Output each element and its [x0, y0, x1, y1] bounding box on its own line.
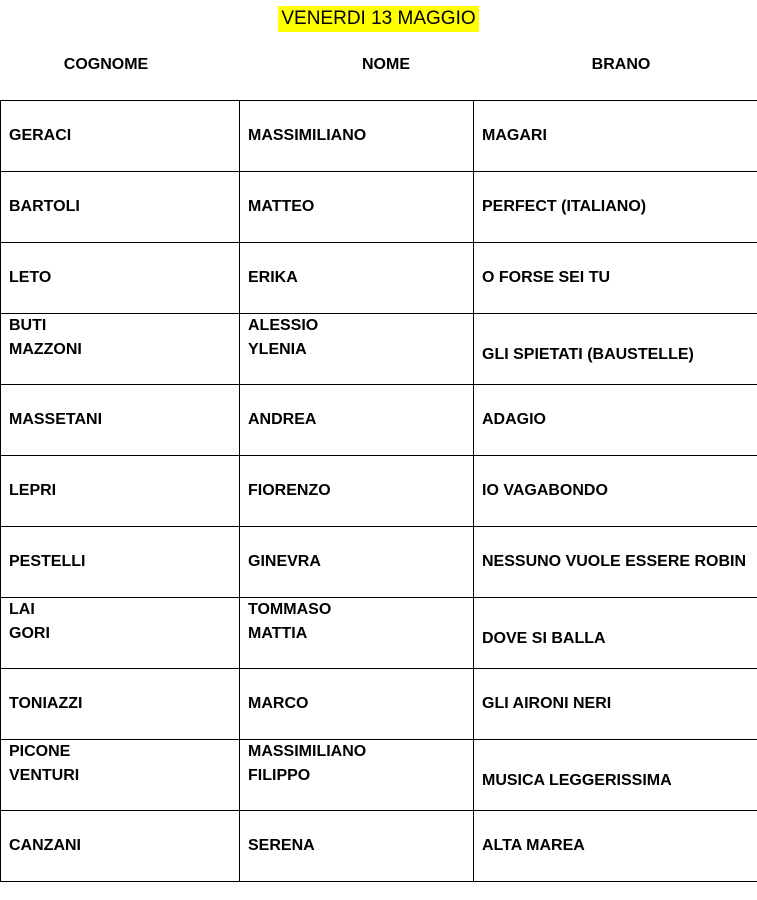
brano-value: ALTA MAREA: [482, 837, 585, 854]
brano-cell: [474, 456, 757, 527]
cognome-value: BARTOLI: [9, 198, 80, 215]
brano-value: DOVE SI BALLA: [482, 630, 606, 647]
cognome-cell: [1, 243, 240, 314]
nome-cell: [240, 172, 474, 243]
brano-value: GLI AIRONI NERI: [482, 695, 612, 712]
brano-value: O FORSE SEI TU: [482, 269, 611, 286]
header-brano: BRANO: [591, 56, 651, 73]
table-row: [1, 811, 757, 882]
nome-cell: [240, 314, 474, 385]
brano-value: MUSICA LEGGERISSIMA: [482, 772, 672, 789]
table-row: [1, 456, 757, 527]
nome-value: ALESSIO: [248, 317, 319, 334]
brano-value: GLI SPIETATI (BAUSTELLE): [482, 346, 694, 363]
brano-value: PERFECT (ITALIANO): [482, 198, 647, 215]
table-row: [1, 314, 757, 385]
cognome-cell: [1, 385, 240, 456]
table-row: [1, 101, 757, 172]
brano-cell: [474, 669, 757, 740]
brano-cell: [474, 243, 757, 314]
cognome-value: PICONE: [9, 743, 71, 760]
nome-cell: [240, 598, 474, 669]
cognome-cell: [1, 811, 240, 882]
nome-value: TOMMASO: [248, 601, 332, 618]
nome-value: MARCO: [248, 695, 309, 712]
brano-cell: [474, 385, 757, 456]
nome-value: YLENIA: [248, 341, 307, 358]
title-container: [0, 6, 757, 32]
page-title: VENERDI 13 MAGGIO: [278, 6, 478, 32]
nome-value: FILIPPO: [248, 767, 311, 784]
brano-cell: [474, 101, 757, 172]
cognome-value: MAZZONI: [9, 341, 82, 358]
cognome-cell: [1, 456, 240, 527]
cognome-value: LAI: [9, 601, 35, 618]
cognome-value: VENTURI: [9, 767, 80, 784]
brano-value: IO VAGABONDO: [482, 482, 608, 499]
cognome-value: BUTI: [9, 317, 47, 334]
cognome-value: CANZANI: [9, 837, 81, 854]
nome-value: ERIKA: [248, 269, 298, 286]
header-nome: NOME: [362, 56, 410, 73]
table-row: [1, 740, 757, 811]
brano-cell: [474, 811, 757, 882]
table-row: [1, 598, 757, 669]
cognome-cell: [1, 101, 240, 172]
table-body: [1, 101, 757, 882]
nome-cell: [240, 740, 474, 811]
nome-cell: [240, 456, 474, 527]
cognome-value: TONIAZZI: [9, 695, 83, 712]
cognome-value: LETO: [9, 269, 52, 286]
nome-cell: [240, 243, 474, 314]
cognome-value: GERACI: [9, 127, 72, 144]
header-cognome: COGNOME: [63, 56, 149, 73]
nome-value: ANDREA: [248, 411, 317, 428]
cognome-value: MASSETANI: [9, 411, 103, 428]
brano-cell: [474, 172, 757, 243]
cognome-cell: [1, 669, 240, 740]
brano-value: NESSUNO VUOLE ESSERE ROBIN: [482, 553, 747, 570]
table-row: [1, 385, 757, 456]
brano-cell: [474, 598, 757, 669]
nome-value: SERENA: [248, 837, 315, 854]
brano-value: MAGARI: [482, 127, 547, 144]
table-row: [1, 669, 757, 740]
nome-value: MASSIMILIANO: [248, 127, 367, 144]
nome-cell: [240, 527, 474, 598]
cognome-value: LEPRI: [9, 482, 57, 499]
nome-value: MASSIMILIANO: [248, 743, 367, 760]
cognome-cell: [1, 527, 240, 598]
nome-cell: [240, 669, 474, 740]
nome-value: GINEVRA: [248, 553, 321, 570]
brano-cell: [474, 314, 757, 385]
table-row: [1, 243, 757, 314]
nome-value: MATTEO: [248, 198, 315, 215]
brano-value: ADAGIO: [482, 411, 546, 428]
nome-cell: [240, 101, 474, 172]
nome-cell: [240, 811, 474, 882]
column-headers: [0, 54, 757, 76]
cognome-value: GORI: [9, 625, 50, 642]
brano-cell: [474, 527, 757, 598]
table-row: [1, 172, 757, 243]
nome-value: MATTIA: [248, 625, 308, 642]
brano-cell: [474, 740, 757, 811]
table-row: [1, 527, 757, 598]
cognome-cell: [1, 172, 240, 243]
cognome-cell: [1, 598, 240, 669]
performers-table: [0, 100, 757, 882]
cognome-value: PESTELLI: [9, 553, 86, 570]
cognome-cell: [1, 740, 240, 811]
nome-value: FIORENZO: [248, 482, 331, 499]
cognome-cell: [1, 314, 240, 385]
nome-cell: [240, 385, 474, 456]
